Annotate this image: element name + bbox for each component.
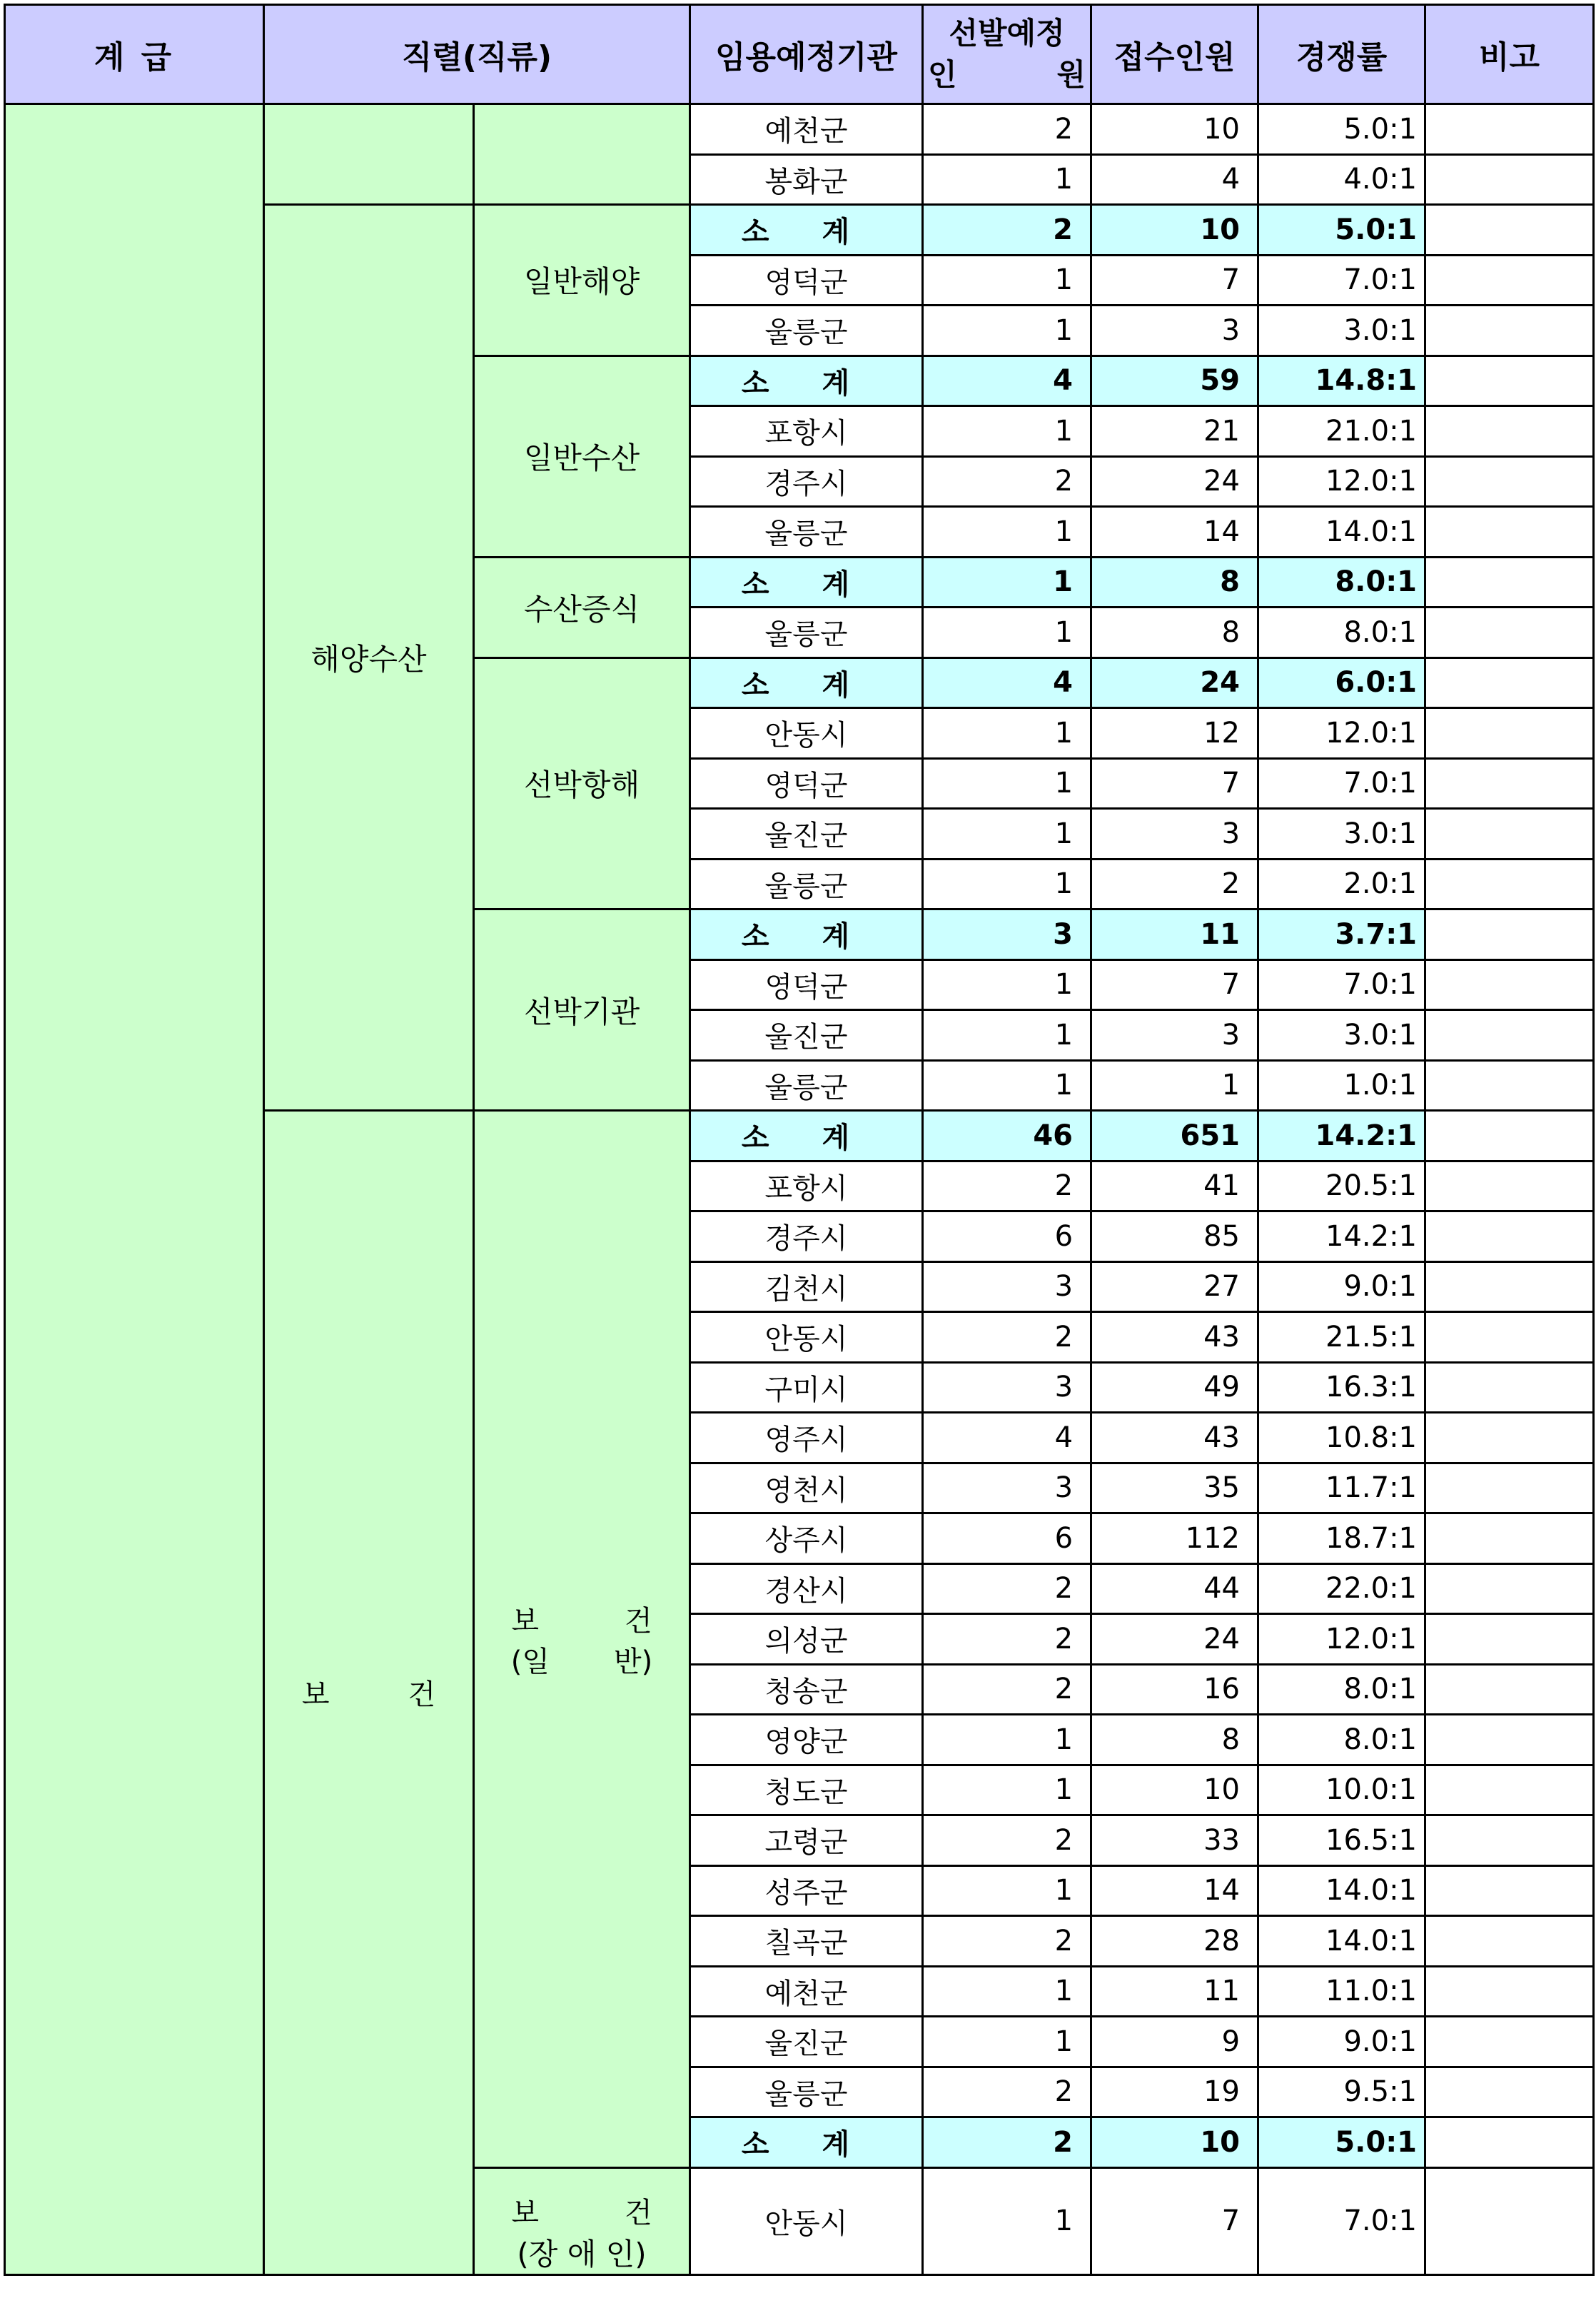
applicants-cell: 9: [1091, 2017, 1258, 2067]
quota-cell: 1: [923, 959, 1091, 1010]
quota-cell: 1: [923, 154, 1091, 205]
applicants-cell: 27: [1091, 1261, 1258, 1312]
applicants-cell: 16: [1091, 1664, 1258, 1715]
note-cell: [1425, 1211, 1594, 1262]
rate-cell: 1.0:1: [1258, 1060, 1425, 1111]
note-cell: [1425, 1765, 1594, 1815]
subseries-cell-prev: [474, 104, 690, 205]
agency-cell: 안동시: [690, 2167, 923, 2274]
applicants-cell: 12: [1091, 708, 1258, 759]
rate-cell: 5.0:1: [1258, 2117, 1425, 2168]
quota-cell: 46: [923, 1111, 1091, 1161]
applicants-cell: 33: [1091, 1815, 1258, 1866]
subseries-gen-marine: 일반해양: [474, 205, 690, 356]
header-grade: 계 급: [5, 5, 264, 104]
subseries-aquaculture: 수산증식: [474, 557, 690, 657]
note-cell: [1425, 1060, 1594, 1111]
applicants-cell: 14: [1091, 1865, 1258, 1916]
applicants-cell: 19: [1091, 2067, 1258, 2117]
quota-cell: 1: [923, 507, 1091, 558]
rate-cell: 4.0:1: [1258, 154, 1425, 205]
subtotal-label: 소 계: [690, 1111, 923, 1161]
agency-cell: 김천시: [690, 1261, 923, 1312]
subseries-health-dis: 보 건 (장 애 인): [474, 2167, 690, 2274]
applicants-cell: 8: [1091, 608, 1258, 658]
applicants-cell: 35: [1091, 1463, 1258, 1513]
quota-cell: 1: [923, 1715, 1091, 1765]
quota-cell: 2: [923, 1563, 1091, 1614]
quota-cell: 4: [923, 1413, 1091, 1463]
note-cell: [1425, 154, 1594, 205]
agency-cell: 칠곡군: [690, 1916, 923, 1967]
rate-cell: 12.0:1: [1258, 1614, 1425, 1665]
rate-cell: 7.0:1: [1258, 758, 1425, 809]
header-row: [5, 5, 1594, 104]
note-cell: [1425, 809, 1594, 860]
rate-cell: 3.7:1: [1258, 909, 1425, 960]
agency-cell: 안동시: [690, 1312, 923, 1363]
rate-cell: 5.0:1: [1258, 205, 1425, 256]
rate-cell: 8.0:1: [1258, 608, 1425, 658]
header-note: 비고: [1425, 5, 1594, 104]
agency-cell: 성주군: [690, 1865, 923, 1916]
rate-cell: 8.0:1: [1258, 1715, 1425, 1765]
rate-cell: 11.0:1: [1258, 1966, 1425, 2017]
quota-cell: 2: [923, 456, 1091, 507]
agency-cell: 영덕군: [690, 255, 923, 306]
quota-cell: 1: [923, 1765, 1091, 1815]
quota-cell: 1: [923, 708, 1091, 759]
note-cell: [1425, 959, 1594, 1010]
series-cell-prev: [264, 104, 474, 205]
quota-cell: 2: [923, 1664, 1091, 1715]
agency-cell: 상주시: [690, 1513, 923, 1564]
note-cell: [1425, 1161, 1594, 1211]
rate-cell: 10.8:1: [1258, 1413, 1425, 1463]
table-row: [5, 104, 1594, 155]
rate-cell: 5.0:1: [1258, 104, 1425, 155]
agency-cell: 울진군: [690, 2017, 923, 2067]
rate-cell: 8.0:1: [1258, 557, 1425, 608]
applicants-cell: 651: [1091, 1111, 1258, 1161]
quota-cell: 3: [923, 1362, 1091, 1413]
agency-cell: 봉화군: [690, 154, 923, 205]
rate-cell: 22.0:1: [1258, 1563, 1425, 1614]
applicants-cell: 43: [1091, 1413, 1258, 1463]
quota-cell: 1: [923, 758, 1091, 809]
applicants-cell: 7: [1091, 959, 1258, 1010]
subtotal-label: 소 계: [690, 356, 923, 406]
agency-cell: 안동시: [690, 708, 923, 759]
note-cell: [1425, 2167, 1594, 2274]
recruitment-table: [4, 4, 1595, 2276]
agency-cell: 영덕군: [690, 758, 923, 809]
applicants-cell: 3: [1091, 1010, 1258, 1061]
rate-cell: 3.0:1: [1258, 1010, 1425, 1061]
applicants-cell: 7: [1091, 255, 1258, 306]
subseries-health-gen: 보 건 (일 반): [474, 1111, 690, 2168]
applicants-cell: 10: [1091, 2117, 1258, 2168]
rate-cell: 21.0:1: [1258, 406, 1425, 457]
quota-cell: 1: [923, 406, 1091, 457]
agency-cell: 울진군: [690, 809, 923, 860]
quota-cell: 2: [923, 1614, 1091, 1665]
rate-cell: 12.0:1: [1258, 456, 1425, 507]
agency-cell: 포항시: [690, 1161, 923, 1211]
note-cell: [1425, 1563, 1594, 1614]
quota-cell: 1: [923, 1060, 1091, 1111]
subseries-navigation: 선박항해: [474, 657, 690, 909]
agency-cell: 청도군: [690, 1765, 923, 1815]
note-cell: [1425, 1111, 1594, 1161]
rate-cell: 14.0:1: [1258, 1865, 1425, 1916]
applicants-cell: 24: [1091, 456, 1258, 507]
note-cell: [1425, 859, 1594, 909]
agency-cell: 예천군: [690, 1966, 923, 2017]
rate-cell: 9.0:1: [1258, 2017, 1425, 2067]
header-quota: 선발예정 인 원: [923, 5, 1091, 104]
note-cell: [1425, 2017, 1594, 2067]
applicants-cell: 8: [1091, 1715, 1258, 1765]
applicants-cell: 1: [1091, 1060, 1258, 1111]
note-cell: [1425, 1614, 1594, 1665]
subtotal-label: 소 계: [690, 909, 923, 960]
grade-cell: [5, 104, 264, 2275]
quota-cell: 3: [923, 1463, 1091, 1513]
rate-cell: 18.7:1: [1258, 1513, 1425, 1564]
note-cell: [1425, 1312, 1594, 1363]
rate-cell: 6.0:1: [1258, 657, 1425, 708]
rate-cell: 14.2:1: [1258, 1111, 1425, 1161]
rate-cell: 7.0:1: [1258, 2167, 1425, 2274]
quota-cell: 2: [923, 1312, 1091, 1363]
note-cell: [1425, 758, 1594, 809]
applicants-cell: 7: [1091, 2167, 1258, 2274]
note-cell: [1425, 2067, 1594, 2117]
note-cell: [1425, 1261, 1594, 1312]
rate-cell: 11.7:1: [1258, 1463, 1425, 1513]
rate-cell: 16.5:1: [1258, 1815, 1425, 1866]
rate-cell: 9.0:1: [1258, 1261, 1425, 1312]
agency-cell: 영천시: [690, 1463, 923, 1513]
note-cell: [1425, 205, 1594, 256]
rate-cell: 8.0:1: [1258, 1664, 1425, 1715]
subtotal-label: 소 계: [690, 557, 923, 608]
quota-cell: 2: [923, 2067, 1091, 2117]
applicants-cell: 41: [1091, 1161, 1258, 1211]
rate-cell: 3.0:1: [1258, 809, 1425, 860]
note-cell: [1425, 1413, 1594, 1463]
note-cell: [1425, 255, 1594, 306]
rate-cell: 10.0:1: [1258, 1765, 1425, 1815]
header-series: 직렬(직류): [264, 5, 690, 104]
applicants-cell: 11: [1091, 1966, 1258, 2017]
applicants-cell: 10: [1091, 1765, 1258, 1815]
agency-cell: 고령군: [690, 1815, 923, 1866]
agency-cell: 영덕군: [690, 959, 923, 1010]
applicants-cell: 14: [1091, 507, 1258, 558]
quota-cell: 1: [923, 255, 1091, 306]
note-cell: [1425, 104, 1594, 155]
subtotal-label: 소 계: [690, 657, 923, 708]
agency-cell: 경주시: [690, 1211, 923, 1262]
agency-cell: 포항시: [690, 406, 923, 457]
quota-cell: 1: [923, 557, 1091, 608]
rate-cell: 14.2:1: [1258, 1211, 1425, 1262]
note-cell: [1425, 2117, 1594, 2168]
note-cell: [1425, 1865, 1594, 1916]
note-cell: [1425, 456, 1594, 507]
note-cell: [1425, 557, 1594, 608]
applicants-cell: 28: [1091, 1916, 1258, 1967]
agency-cell: 구미시: [690, 1362, 923, 1413]
agency-cell: 청송군: [690, 1664, 923, 1715]
note-cell: [1425, 306, 1594, 356]
quota-cell: 6: [923, 1513, 1091, 1564]
quota-cell: 2: [923, 1815, 1091, 1866]
quota-cell: 1: [923, 2167, 1091, 2274]
applicants-cell: 3: [1091, 306, 1258, 356]
rate-cell: 9.5:1: [1258, 2067, 1425, 2117]
subseries-gen-fish: 일반수산: [474, 356, 690, 557]
quota-cell: 2: [923, 1161, 1091, 1211]
agency-cell: 울릉군: [690, 608, 923, 658]
quota-cell: 1: [923, 306, 1091, 356]
rate-cell: 20.5:1: [1258, 1161, 1425, 1211]
note-cell: [1425, 356, 1594, 406]
rate-cell: 12.0:1: [1258, 708, 1425, 759]
note-cell: [1425, 1916, 1594, 1967]
note-cell: [1425, 1966, 1594, 2017]
agency-cell: 경산시: [690, 1563, 923, 1614]
agency-cell: 영주시: [690, 1413, 923, 1463]
agency-cell: 울릉군: [690, 859, 923, 909]
applicants-cell: 11: [1091, 909, 1258, 960]
quota-cell: 1: [923, 859, 1091, 909]
series-health: 보 건: [264, 1111, 474, 2275]
subtotal-label: 소 계: [690, 2117, 923, 2168]
agency-cell: 의성군: [690, 1614, 923, 1665]
note-cell: [1425, 1715, 1594, 1765]
applicants-cell: 85: [1091, 1211, 1258, 1262]
agency-cell: 경주시: [690, 456, 923, 507]
note-cell: [1425, 507, 1594, 558]
applicants-cell: 21: [1091, 406, 1258, 457]
note-cell: [1425, 909, 1594, 960]
quota-cell: 1: [923, 608, 1091, 658]
agency-cell: 울진군: [690, 1010, 923, 1061]
applicants-cell: 2: [1091, 859, 1258, 909]
quota-cell: 2: [923, 205, 1091, 256]
applicants-cell: 59: [1091, 356, 1258, 406]
rate-cell: 16.3:1: [1258, 1362, 1425, 1413]
note-cell: [1425, 608, 1594, 658]
header-applicants: 접수인원: [1091, 5, 1258, 104]
applicants-cell: 112: [1091, 1513, 1258, 1564]
note-cell: [1425, 1513, 1594, 1564]
agency-cell: 울릉군: [690, 2067, 923, 2117]
note-cell: [1425, 1815, 1594, 1866]
applicants-cell: 24: [1091, 657, 1258, 708]
applicants-cell: 24: [1091, 1614, 1258, 1665]
applicants-cell: 49: [1091, 1362, 1258, 1413]
note-cell: [1425, 406, 1594, 457]
quota-cell: 1: [923, 1966, 1091, 2017]
agency-cell: 울릉군: [690, 507, 923, 558]
rate-cell: 2.0:1: [1258, 859, 1425, 909]
quota-cell: 2: [923, 1916, 1091, 1967]
applicants-cell: 7: [1091, 758, 1258, 809]
header-agency: 임용예정기관: [690, 5, 923, 104]
applicants-cell: 43: [1091, 1312, 1258, 1363]
quota-cell: 1: [923, 2017, 1091, 2067]
subtotal-label: 소 계: [690, 205, 923, 256]
quota-cell: 1: [923, 809, 1091, 860]
agency-cell: 영양군: [690, 1715, 923, 1765]
header-rate: 경쟁률: [1258, 5, 1425, 104]
note-cell: [1425, 1463, 1594, 1513]
agency-cell: 예천군: [690, 104, 923, 155]
quota-cell: 3: [923, 1261, 1091, 1312]
quota-cell: 1: [923, 1010, 1091, 1061]
rate-cell: 3.0:1: [1258, 306, 1425, 356]
note-cell: [1425, 1362, 1594, 1413]
quota-cell: 6: [923, 1211, 1091, 1262]
note-cell: [1425, 708, 1594, 759]
agency-cell: 울릉군: [690, 1060, 923, 1111]
note-cell: [1425, 657, 1594, 708]
quota-cell: 4: [923, 657, 1091, 708]
quota-cell: 4: [923, 356, 1091, 406]
applicants-cell: 3: [1091, 809, 1258, 860]
rate-cell: 7.0:1: [1258, 959, 1425, 1010]
quota-cell: 2: [923, 104, 1091, 155]
subseries-engine: 선박기관: [474, 909, 690, 1111]
rate-cell: 14.0:1: [1258, 507, 1425, 558]
quota-cell: 2: [923, 2117, 1091, 2168]
rate-cell: 21.5:1: [1258, 1312, 1425, 1363]
quota-cell: 3: [923, 909, 1091, 960]
applicants-cell: 10: [1091, 104, 1258, 155]
rate-cell: 14.8:1: [1258, 356, 1425, 406]
rate-cell: 14.0:1: [1258, 1916, 1425, 1967]
applicants-cell: 10: [1091, 205, 1258, 256]
agency-cell: 울릉군: [690, 306, 923, 356]
rate-cell: 7.0:1: [1258, 255, 1425, 306]
applicants-cell: 4: [1091, 154, 1258, 205]
note-cell: [1425, 1010, 1594, 1061]
applicants-cell: 44: [1091, 1563, 1258, 1614]
quota-cell: 1: [923, 1865, 1091, 1916]
note-cell: [1425, 1664, 1594, 1715]
series-marine: 해양수산: [264, 205, 474, 1111]
applicants-cell: 8: [1091, 557, 1258, 608]
